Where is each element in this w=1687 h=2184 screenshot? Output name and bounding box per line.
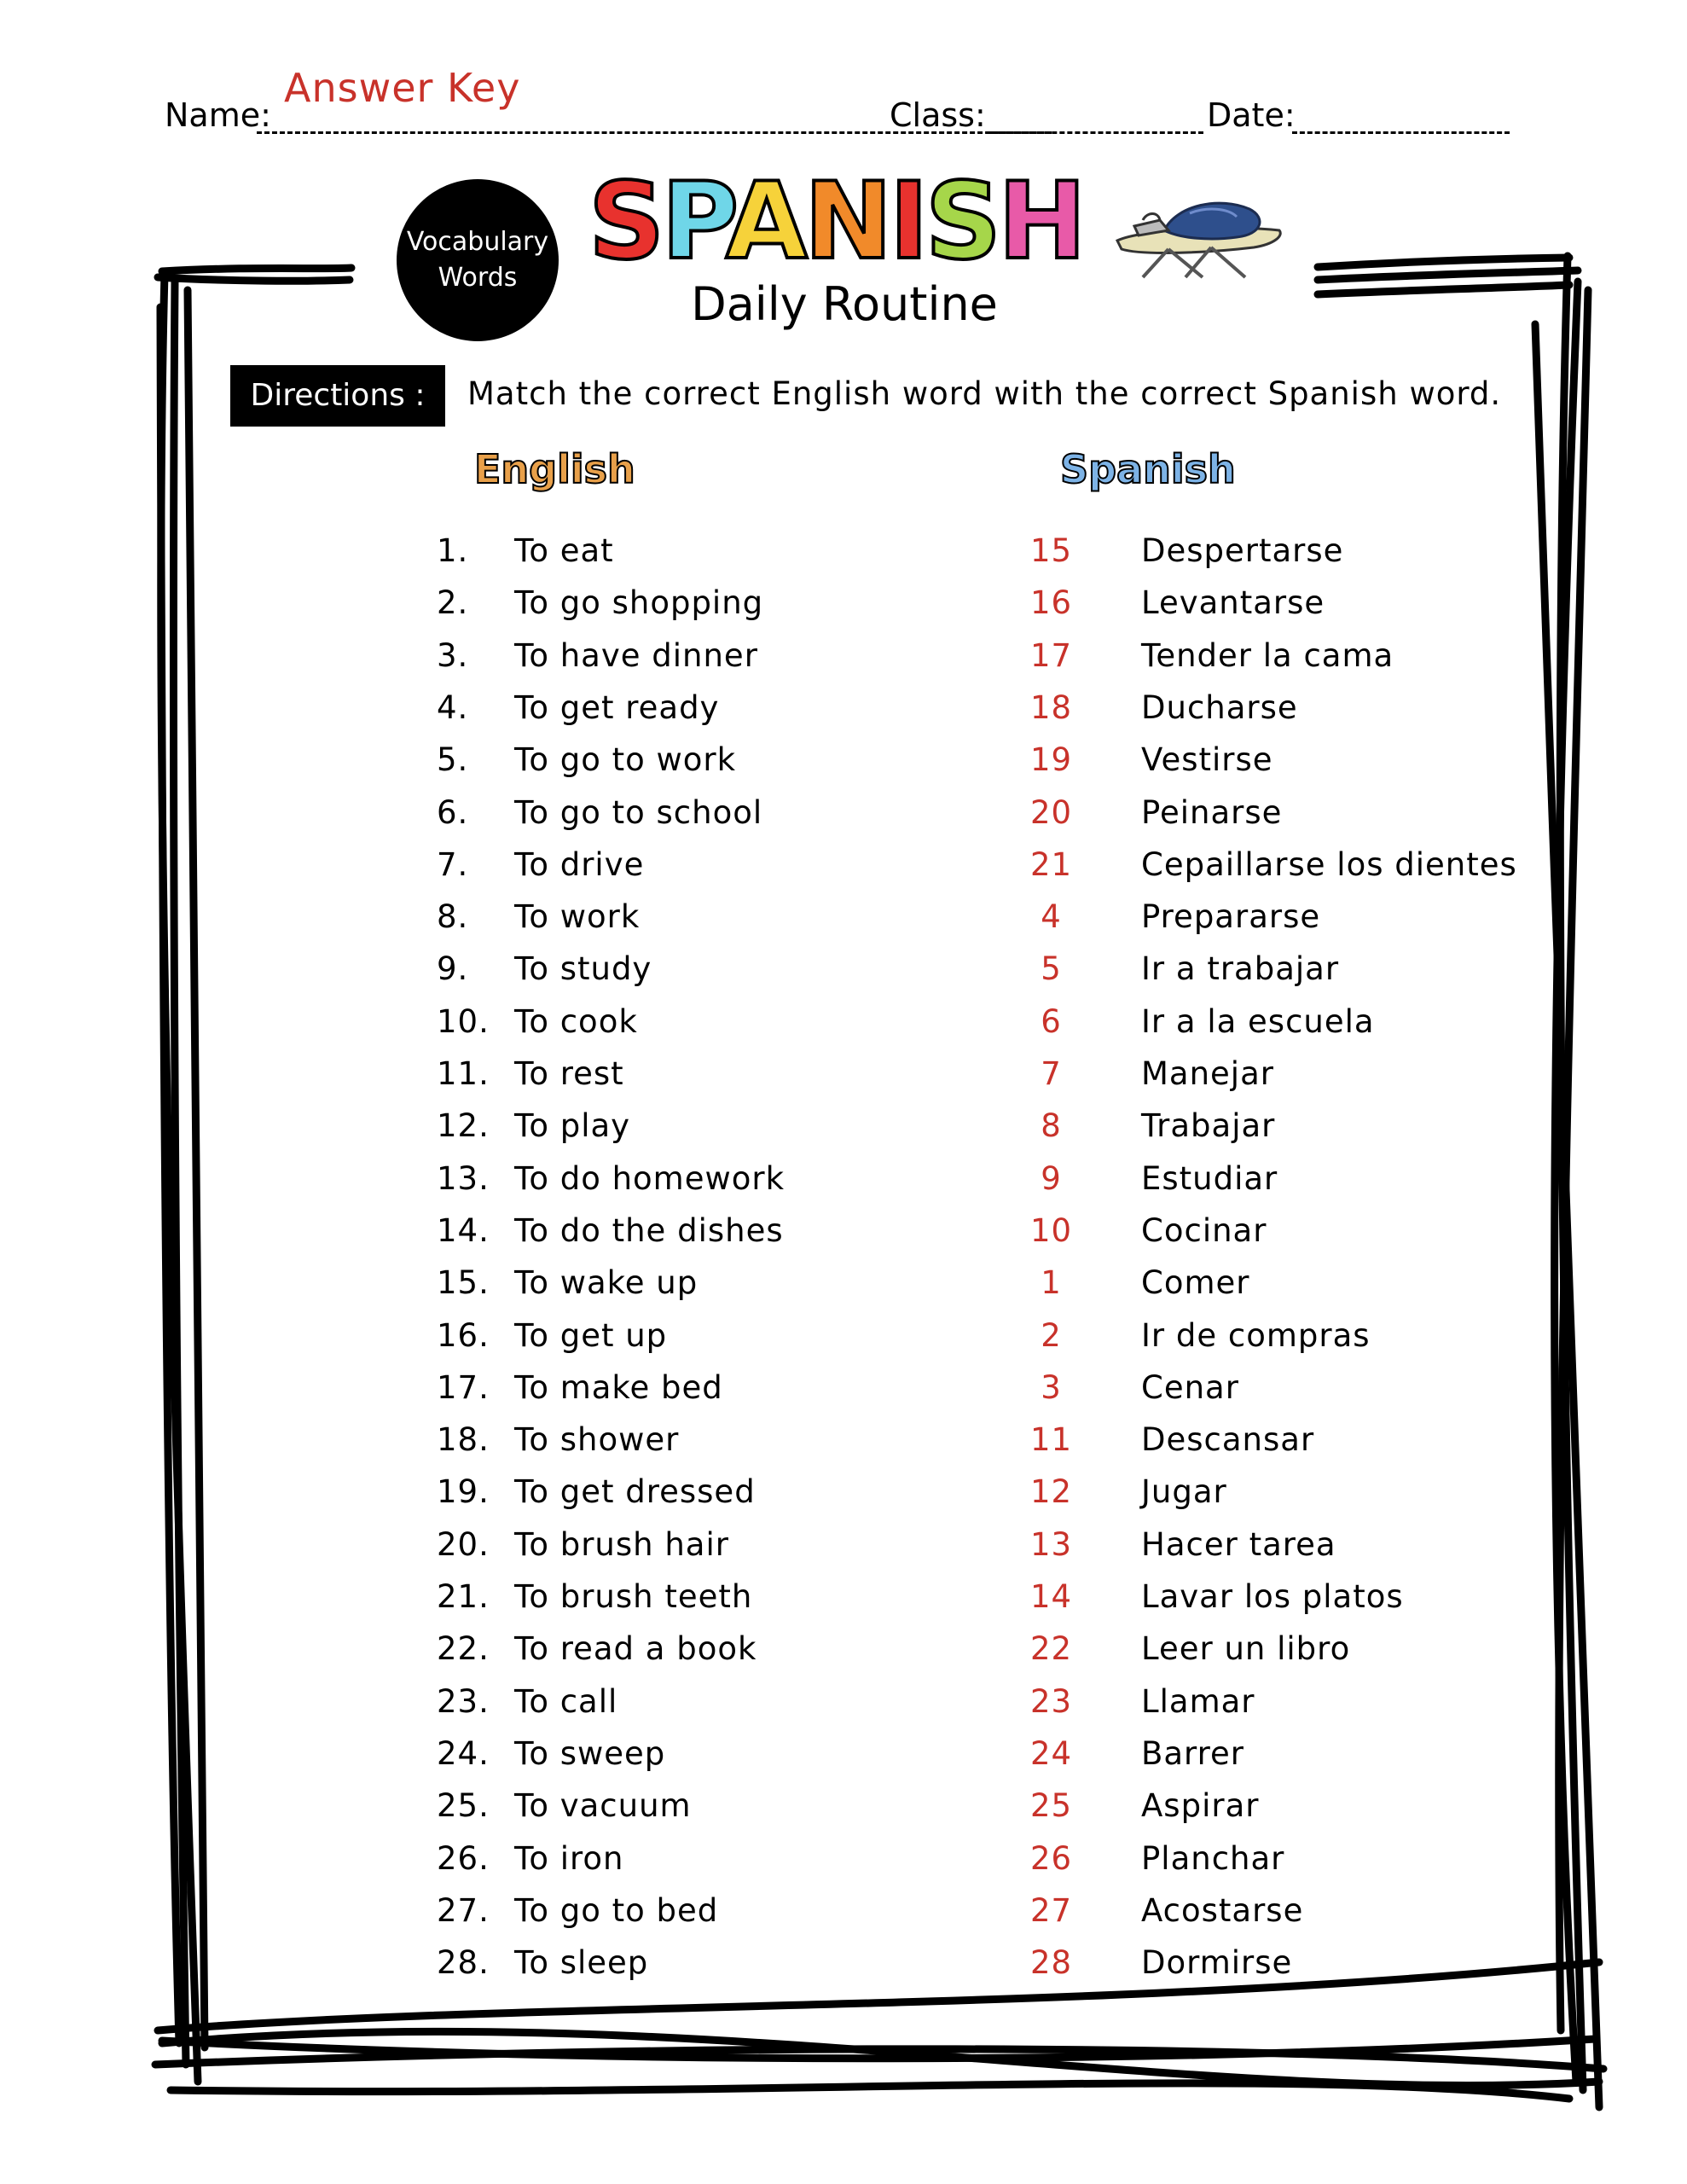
answer-number: 26: [1029, 1839, 1073, 1877]
list-item: [0, 1153, 1687, 1205]
spanish-word: Barrer: [1141, 1734, 1244, 1772]
english-word: To work: [514, 898, 641, 936]
directions-label: Directions :: [230, 365, 445, 427]
list-item: [0, 526, 1687, 577]
item-number: 27.: [437, 1891, 490, 1929]
list-item: [0, 996, 1687, 1048]
answer-number: 3: [1041, 1368, 1062, 1406]
item-number: 23.: [437, 1682, 490, 1720]
spanish-word: Ir de compras: [1141, 1316, 1371, 1354]
item-number: 5.: [437, 741, 469, 779]
answer-number: 24: [1029, 1734, 1073, 1772]
spanish-word: Cepaillarse los dientes: [1141, 845, 1517, 883]
spanish-word: Cenar: [1141, 1368, 1239, 1406]
list-item: [0, 578, 1687, 629]
item-number: 1.: [437, 532, 469, 569]
item-number: 2.: [437, 584, 469, 622]
subtitle: Daily Routine: [691, 277, 998, 331]
list-item: [0, 944, 1687, 995]
date-blank: [1292, 131, 1510, 134]
english-word: To shower: [514, 1421, 680, 1459]
answer-number: 1: [1041, 1264, 1062, 1302]
spanish-word: Leer un libro: [1141, 1630, 1351, 1668]
list-item: [0, 1623, 1687, 1675]
item-number: 16.: [437, 1316, 490, 1354]
spanish-word: Vestirse: [1141, 741, 1273, 779]
list-item: [0, 1571, 1687, 1623]
english-word: To have dinner: [514, 636, 758, 674]
list-item: [0, 1362, 1687, 1414]
spanish-word: Jugar: [1141, 1473, 1227, 1511]
answer-number: 16: [1029, 584, 1073, 622]
spanish-word: Tender la cama: [1141, 636, 1394, 674]
english-word: To get up: [514, 1316, 668, 1354]
answer-number: 15: [1029, 532, 1073, 569]
title-letters: [588, 160, 1083, 283]
english-word: To make bed: [514, 1368, 723, 1406]
english-word: To sleep: [514, 1944, 649, 1982]
list-item: [0, 1205, 1687, 1257]
item-number: 22.: [437, 1630, 490, 1668]
answer-number: 13: [1029, 1525, 1073, 1563]
english-word: To sweep: [514, 1734, 666, 1772]
spanish-word: Lavar los platos: [1141, 1578, 1404, 1615]
item-number: 24.: [437, 1734, 490, 1772]
item-number: 20.: [437, 1525, 490, 1563]
title-letter: A: [725, 160, 804, 283]
item-number: 11.: [437, 1055, 490, 1092]
answer-number: 12: [1029, 1473, 1073, 1511]
vocabulary-badge: [397, 179, 559, 341]
spanish-word: Ducharse: [1141, 688, 1298, 726]
list-item: [0, 1937, 1687, 1989]
answer-number: 19: [1029, 741, 1073, 779]
list-item: [0, 892, 1687, 943]
spanish-word: Manejar: [1141, 1055, 1274, 1092]
class-label: Class:: [890, 96, 986, 134]
badge-line-2: Words: [438, 263, 518, 293]
date-label: Date:: [1207, 96, 1296, 134]
answer-number: 28: [1029, 1944, 1073, 1982]
list-item: [0, 1780, 1687, 1832]
answer-number: 18: [1029, 688, 1073, 726]
answer-number: 4: [1041, 898, 1062, 936]
english-word: To cook: [514, 1002, 638, 1040]
english-word: To get dressed: [514, 1473, 756, 1511]
english-word: To vacuum: [514, 1787, 692, 1825]
item-number: 18.: [437, 1421, 490, 1459]
item-number: 12.: [437, 1107, 490, 1145]
item-number: 14.: [437, 1211, 490, 1249]
list-item: [0, 682, 1687, 734]
english-word: To brush teeth: [514, 1578, 753, 1615]
answer-number: 7: [1041, 1055, 1062, 1092]
answer-number: 22: [1029, 1630, 1073, 1668]
english-word: To eat: [514, 532, 614, 569]
ironing-board-icon: [1109, 188, 1288, 282]
english-word: To drive: [514, 845, 645, 883]
english-word: To go to school: [514, 793, 763, 831]
directions-text: Match the correct English word with the correct Spanish word.: [467, 375, 1502, 412]
english-word: To go to bed: [514, 1891, 719, 1929]
item-number: 10.: [437, 1002, 490, 1040]
title-letter: I: [889, 160, 925, 283]
list-item: [0, 735, 1687, 786]
title-letter: N: [803, 160, 890, 283]
item-number: 28.: [437, 1944, 490, 1982]
english-word: To wake up: [514, 1264, 699, 1302]
english-word: To play: [514, 1107, 631, 1145]
english-word: To iron: [514, 1839, 624, 1877]
answer-key-label: Answer Key: [284, 65, 521, 111]
answer-number: 11: [1029, 1421, 1073, 1459]
list-item: [0, 839, 1687, 891]
item-number: 3.: [437, 636, 469, 674]
spanish-word: Comer: [1141, 1264, 1250, 1302]
list-item: [0, 1833, 1687, 1885]
answer-number: 5: [1041, 950, 1062, 988]
list-item: [0, 630, 1687, 682]
item-number: 7.: [437, 845, 469, 883]
item-number: 6.: [437, 793, 469, 831]
answer-number: 8: [1041, 1107, 1062, 1145]
answer-number: 10: [1029, 1211, 1073, 1249]
item-number: 15.: [437, 1264, 490, 1302]
class-blank: [990, 131, 1203, 134]
list-item: [0, 1048, 1687, 1100]
english-word: To study: [514, 950, 652, 988]
item-number: 21.: [437, 1578, 490, 1615]
item-number: 13.: [437, 1159, 490, 1197]
spanish-word: Planchar: [1141, 1839, 1285, 1877]
list-item: [0, 1101, 1687, 1152]
spanish-word: Levantarse: [1141, 584, 1325, 622]
answer-number: 25: [1029, 1787, 1073, 1825]
name-label: Name:: [165, 96, 271, 134]
title-letter: S: [588, 160, 662, 283]
spanish-word: Hacer tarea: [1141, 1525, 1336, 1563]
english-word: To go shopping: [514, 584, 764, 622]
list-item: [0, 1728, 1687, 1780]
english-word: To read a book: [514, 1630, 757, 1668]
spanish-word: Trabajar: [1141, 1107, 1276, 1145]
title-letter: H: [998, 160, 1083, 283]
answer-number: 2: [1041, 1316, 1062, 1354]
english-word: To do the dishes: [514, 1211, 784, 1249]
spanish-column-heading: Spanish: [1060, 446, 1236, 492]
spanish-word: Aspirar: [1141, 1787, 1260, 1825]
spanish-word: Dormirse: [1141, 1944, 1293, 1982]
english-word: To brush hair: [514, 1525, 729, 1563]
english-word: To call: [514, 1682, 618, 1720]
item-number: 19.: [437, 1473, 490, 1511]
english-word: To do homework: [514, 1159, 786, 1197]
item-number: 9.: [437, 950, 469, 988]
list-item: [0, 787, 1687, 839]
list-item: [0, 1519, 1687, 1571]
spanish-word: Peinarse: [1141, 793, 1283, 831]
title-letter: P: [661, 160, 726, 283]
title-letter: S: [925, 160, 999, 283]
answer-number: 9: [1041, 1159, 1062, 1197]
list-item: [0, 1676, 1687, 1728]
english-word: To get ready: [514, 688, 720, 726]
item-number: 4.: [437, 688, 469, 726]
title: [588, 160, 1083, 283]
item-number: 26.: [437, 1839, 490, 1877]
spanish-word: Estudiar: [1141, 1159, 1278, 1197]
badge-line-1: Vocabulary: [406, 227, 549, 257]
list-item: [0, 1885, 1687, 1937]
item-number: 25.: [437, 1787, 490, 1825]
spanish-word: Ir a trabajar: [1141, 950, 1340, 988]
spanish-word: Acostarse: [1141, 1891, 1304, 1929]
spanish-word: Descansar: [1141, 1421, 1315, 1459]
list-item: [0, 1467, 1687, 1518]
answer-number: 23: [1029, 1682, 1073, 1720]
answer-number: 20: [1029, 793, 1073, 831]
answer-number: 17: [1029, 636, 1073, 674]
spanish-word: Prepararse: [1141, 898, 1321, 936]
list-item: [0, 1310, 1687, 1362]
english-word: To rest: [514, 1055, 624, 1092]
spanish-word: Ir a la escuela: [1141, 1002, 1375, 1040]
item-number: 17.: [437, 1368, 490, 1406]
header-fields: [165, 94, 1512, 136]
english-column-heading: English: [474, 446, 635, 492]
spanish-word: Llamar: [1141, 1682, 1255, 1720]
list-item: [0, 1414, 1687, 1466]
answer-number: 21: [1029, 845, 1073, 883]
item-number: 8.: [437, 898, 469, 936]
answer-number: 6: [1041, 1002, 1062, 1040]
spanish-word: Despertarse: [1141, 532, 1344, 569]
english-word: To go to work: [514, 741, 737, 779]
spanish-word: Cocinar: [1141, 1211, 1267, 1249]
list-item: [0, 1258, 1687, 1309]
answer-number: 27: [1029, 1891, 1073, 1929]
answer-number: 14: [1029, 1578, 1073, 1615]
